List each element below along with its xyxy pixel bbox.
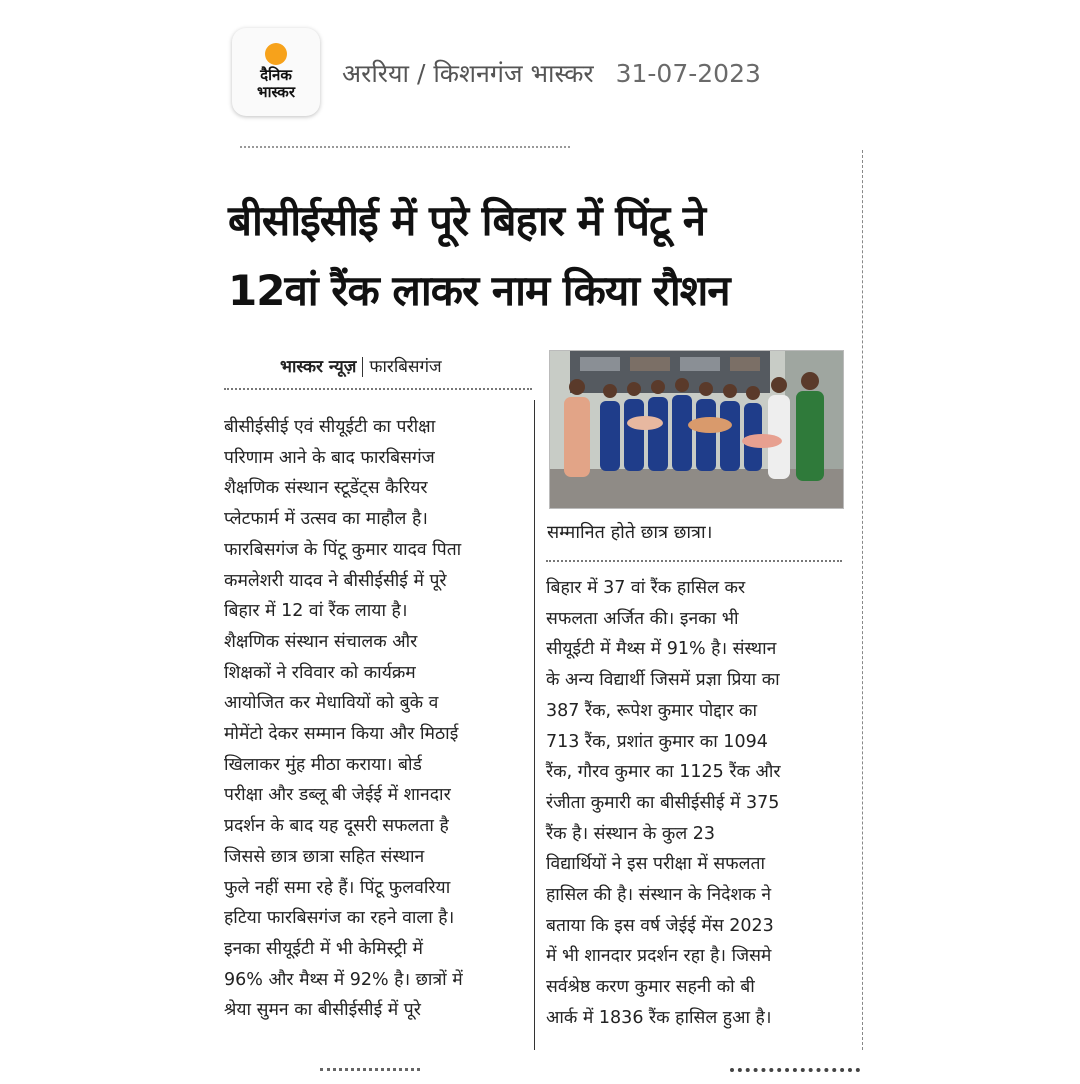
text-line: शैक्षणिक संस्थान स्टूडेंट्स कैरियर [224,478,428,499]
edition-date: 31-07-2023 [615,59,761,88]
text-line: सीयूईटी में मैथ्स में 91% है। संस्थान [546,639,777,660]
byline-place: फारबिसगंज [369,357,442,377]
text-line: के अन्य विद्यार्थी जिसमें प्रज्ञा प्रिया का [546,670,780,691]
edition-name: अररिया / किशनगंज भास्कर [342,59,594,88]
text-line: हटिया फारबिसगंज का रहने वाला है। [224,908,455,929]
text-line: प्लेटफार्म में उत्सव का माहौल है। [224,509,428,530]
text-line: शिक्षकों ने रविवार को कार्यक्रम [224,662,416,683]
sun-icon [265,43,287,65]
text-line: बताया कि इस वर्ष जेईई मेंस 2023 [546,915,774,936]
text-line: शैक्षणिक संस्थान संचालक और [224,631,418,652]
photo-illustration [550,351,843,508]
text-line: इनका सीयूईटी में भी केमिस्ट्री में [224,938,423,959]
byline-separator [362,357,363,377]
photo-caption: सम्मानित होते छात्र छात्रा। [547,522,713,543]
logo-text-line1: दैनिक [260,66,292,84]
text-line: कमलेशरी यादव ने बीसीईसीई में पूरे [224,570,447,591]
text-line: में भी शानदार प्रदर्शन रहा है। जिसमे [546,946,772,967]
text-line: रैंक है। संस्थान के कुल 23 [546,823,716,844]
text-line: सर्वश्रेष्ठ करण कुमार सहनी को बी [546,977,755,998]
text-line: 96% और मैथ्स में 92% है। छात्रों में [224,969,463,990]
headline-line-2: 12वां रैंक लाकर नाम किया रौशन [228,266,730,315]
article-column-2 [546,573,846,1034]
byline-divider [224,388,532,390]
bottom-fragment-left [320,1068,420,1083]
byline [280,354,442,377]
text-line: आर्क में 1836 रैंक हासिल हुआ है। [546,1007,772,1028]
text-line: फारबिसगंज के पिंटू कुमार यादव पिता [224,539,462,560]
text-line: विद्यार्थियों ने इस परीक्षा में सफलता [546,854,766,875]
column-divider [534,400,535,1050]
caption-divider [546,560,842,562]
text-line: 387 रैंक, रूपेश कुमार पोद्दार का [546,700,758,721]
edition-header [342,56,761,90]
text-line: बीसीईसीई एवं सीयूईटी का परीक्षा [224,417,436,437]
text-line: श्रेया सुमन का बीसीईसीई में पूरे [224,1000,421,1021]
article-column-1 [224,412,526,1026]
text-line: रंजीता कुमारी का बीसीईसीई में 375 [546,792,780,813]
text-line: हासिल की है। संस्थान के निदेशक ने [546,885,772,906]
text-line: मोमेंटो देकर सम्मान किया और मिठाई [224,724,459,745]
logo-text-line2: भास्कर [257,83,295,101]
text-line: सफलता अर्जित की। इनका भी [546,608,739,629]
text-line: फुले नहीं समा रहे हैं। पिंटू फुलवरिया [224,877,451,898]
newspaper-logo [232,28,320,116]
text-line: आयोजित कर मेधावियों को बुके व [224,693,439,714]
text-line: परीक्षा और डब्लू बी जेईई में शानदार [224,785,451,806]
top-divider [240,146,570,148]
bottom-fragment-right [730,1068,860,1084]
text-line: जिससे छात्र छात्रा सहित संस्थान [224,846,425,867]
text-line: रैंक, गौरव कुमार का 1125 रैंक और [546,762,781,783]
text-line: परिणाम आने के बाद फारबिसगंज [224,447,435,468]
text-line: 713 रैंक, प्रशांत कुमार का 1094 [546,731,768,752]
text-line: बिहार में 12 वां रैंक लाया है। [224,601,408,622]
byline-desk: भास्कर न्यूज़ [280,357,357,377]
headline-line-1: बीसीईसीई में पूरे बिहार में पिंटू ने [228,196,706,245]
text-line: बिहार में 37 वां रैंक हासिल कर [546,578,746,598]
text-line: खिलाकर मुंह मीठा कराया। बोर्ड [224,754,422,775]
article-photo [549,350,844,509]
text-line: प्रदर्शन के बाद यह दूसरी सफलता है [224,816,449,837]
headline [228,186,868,326]
